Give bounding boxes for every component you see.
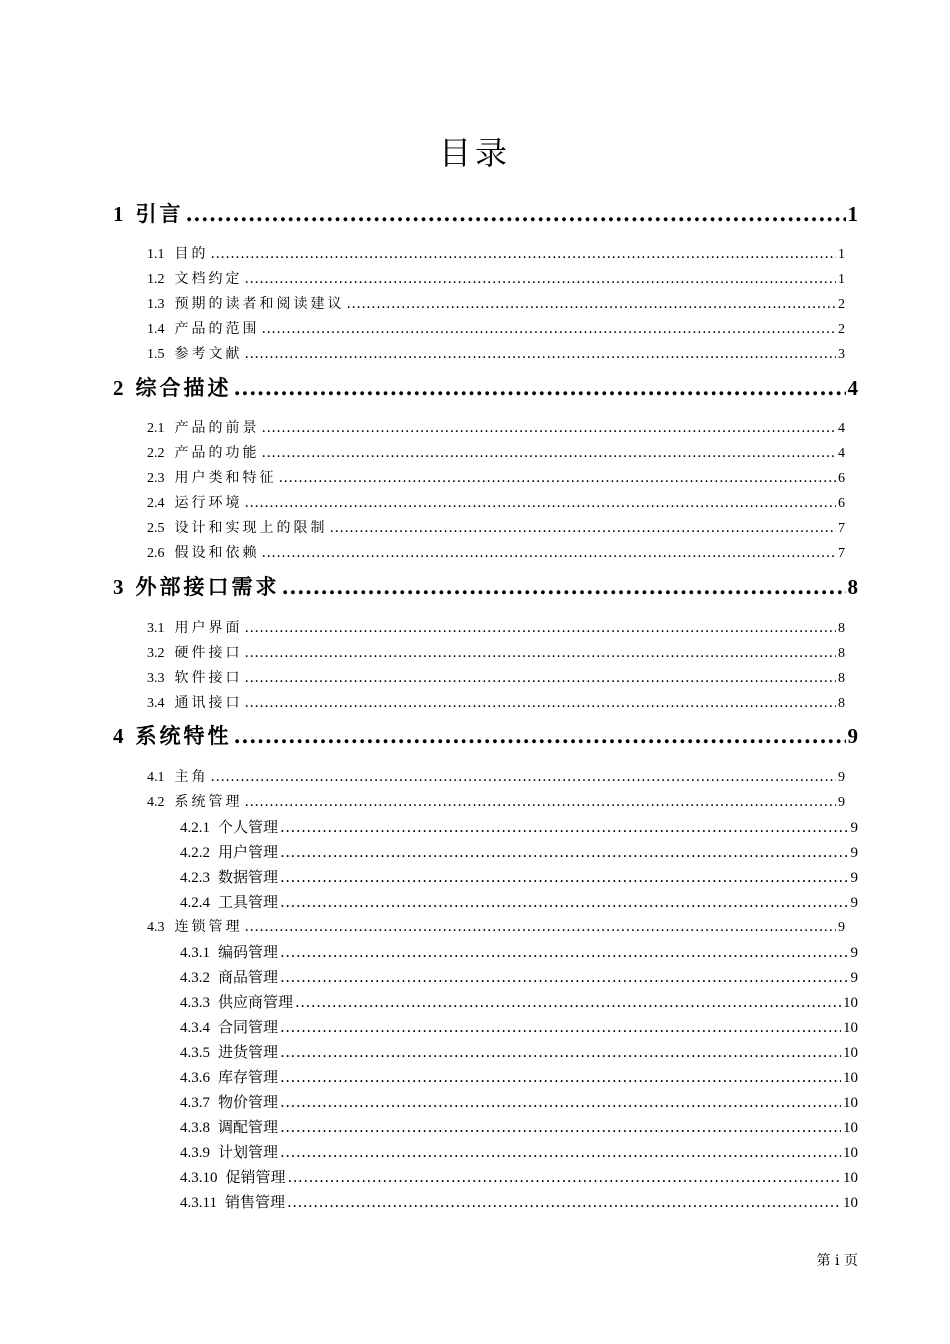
toc-entry-level2[interactable] bbox=[147, 243, 845, 263]
toc-dot-leader bbox=[245, 919, 837, 935]
toc-entry-title: 目的 bbox=[174, 246, 209, 262]
toc-entry-number: 2.1 bbox=[147, 421, 165, 436]
toc-entry-title: 产品的范围 bbox=[174, 321, 260, 337]
toc-dot-leader bbox=[287, 1193, 841, 1211]
toc-entry-number: 4 bbox=[113, 724, 124, 748]
toc-entry-title: 主角 bbox=[174, 769, 209, 785]
toc-entry-page-number: 1 bbox=[838, 247, 845, 262]
toc-entry-page-number: 8 bbox=[847, 575, 858, 599]
toc-entry-title: 计划管理 bbox=[218, 1143, 279, 1161]
toc-entry-level2[interactable] bbox=[147, 343, 845, 363]
toc-entry-title: 硬件接口 bbox=[174, 645, 243, 661]
toc-entry-page-number: 4 bbox=[847, 376, 858, 400]
toc-entry-number: 1.2 bbox=[147, 272, 165, 287]
toc-entry-page-number: 1 bbox=[838, 272, 845, 287]
toc-entry-level2[interactable] bbox=[147, 617, 845, 637]
toc-entry-number: 4.3 bbox=[147, 920, 165, 935]
toc-entry-number: 4.2.1 bbox=[180, 820, 210, 836]
toc-entry-level3[interactable] bbox=[180, 841, 858, 861]
toc-dot-leader bbox=[295, 993, 841, 1011]
toc-dot-leader bbox=[245, 495, 837, 511]
toc-entry-title: 商品管理 bbox=[218, 968, 279, 986]
toc-entry-number: 4.3.9 bbox=[180, 1145, 210, 1161]
toc-entry-level2[interactable] bbox=[147, 916, 845, 936]
toc-entry-page-number: 9 bbox=[850, 870, 858, 886]
toc-entry-page-number: 9 bbox=[847, 724, 858, 748]
toc-entry-level3[interactable] bbox=[180, 1116, 858, 1136]
toc-entry-number: 1.1 bbox=[147, 247, 165, 262]
toc-entry-title: 外部接口需求 bbox=[135, 575, 280, 599]
toc-entry-number: 2.2 bbox=[147, 446, 165, 461]
toc-entry-level2[interactable] bbox=[147, 667, 845, 687]
toc-entry-number: 4.2.4 bbox=[180, 895, 210, 911]
toc-entry-page-number: 1 bbox=[847, 202, 858, 226]
toc-dot-leader bbox=[262, 420, 837, 436]
toc-dot-leader bbox=[245, 670, 837, 686]
toc-dot-leader bbox=[288, 1168, 841, 1186]
toc-dot-leader bbox=[280, 1118, 841, 1136]
toc-dot-leader bbox=[262, 321, 837, 337]
toc-entry-title: 系统管理 bbox=[174, 794, 243, 810]
toc-entry-title: 进货管理 bbox=[218, 1043, 279, 1061]
toc-entry-title: 通讯接口 bbox=[174, 695, 243, 711]
toc-entry-number: 4.2.3 bbox=[180, 870, 210, 886]
toc-entry-number: 4.3.1 bbox=[180, 945, 210, 961]
toc-entry-page-number: 8 bbox=[838, 621, 845, 636]
toc-entry-level3[interactable] bbox=[180, 941, 858, 961]
toc-dot-leader bbox=[234, 723, 846, 748]
toc-dot-leader bbox=[282, 574, 846, 599]
toc-entry-page-number: 9 bbox=[838, 920, 845, 935]
toc-dot-leader bbox=[262, 545, 837, 561]
toc-entry-level2[interactable] bbox=[147, 492, 845, 512]
toc-entry-title: 连锁管理 bbox=[174, 919, 243, 935]
toc-entry-page-number: 10 bbox=[843, 1195, 858, 1211]
toc-entry-page-number: 6 bbox=[838, 496, 845, 511]
toc-dot-leader bbox=[280, 893, 848, 911]
toc-entry-title: 文档约定 bbox=[174, 271, 243, 287]
toc-dot-leader bbox=[245, 271, 837, 287]
toc-entry-title: 编码管理 bbox=[218, 943, 279, 961]
toc-entry-title: 软件接口 bbox=[174, 670, 243, 686]
toc-entry-page-number: 6 bbox=[838, 471, 845, 486]
toc-entry-number: 4.3.10 bbox=[180, 1170, 218, 1186]
toc-dot-leader bbox=[245, 695, 837, 711]
toc-entry-number: 2.6 bbox=[147, 546, 165, 561]
page-footer: 第 i 页 bbox=[816, 1253, 858, 1269]
toc-entry-page-number: 7 bbox=[838, 521, 845, 536]
toc-entry-page-number: 9 bbox=[850, 970, 858, 986]
toc-entry-page-number: 2 bbox=[838, 322, 845, 337]
toc-entry-page-number: 9 bbox=[850, 895, 858, 911]
toc-entry-level3[interactable] bbox=[180, 1016, 858, 1036]
toc-entry-page-number: 10 bbox=[843, 1145, 858, 1161]
toc-entry-number: 4.3.5 bbox=[180, 1045, 210, 1061]
toc-entry-title: 用户管理 bbox=[218, 843, 279, 861]
toc-dot-leader bbox=[245, 346, 837, 362]
toc-entry-level1[interactable] bbox=[113, 198, 858, 226]
toc-entry-title: 参考文献 bbox=[174, 346, 243, 362]
toc-entry-page-number: 10 bbox=[843, 1120, 858, 1136]
toc-entry-page-number: 8 bbox=[838, 646, 845, 661]
toc-dot-leader bbox=[280, 1018, 841, 1036]
toc-entry-number: 4.3.11 bbox=[180, 1195, 217, 1211]
toc-entry-level2[interactable] bbox=[147, 293, 845, 313]
toc-entry-page-number: 10 bbox=[843, 995, 858, 1011]
toc-entry-number: 3.4 bbox=[147, 696, 165, 711]
toc-entry-page-number: 9 bbox=[838, 795, 845, 810]
toc-dot-leader bbox=[245, 620, 837, 636]
toc-entry-level2[interactable] bbox=[147, 766, 845, 786]
toc-entry-page-number: 8 bbox=[838, 671, 845, 686]
toc-entry-number: 4.2 bbox=[147, 795, 165, 810]
toc-dot-leader bbox=[211, 246, 837, 262]
toc-entry-page-number: 7 bbox=[838, 546, 845, 561]
toc-entry-title: 产品的前景 bbox=[174, 420, 260, 436]
toc-dot-leader bbox=[234, 375, 846, 400]
toc-entry-title: 数据管理 bbox=[218, 868, 279, 886]
toc-entry-title: 综合描述 bbox=[135, 376, 232, 400]
toc-dot-leader bbox=[280, 818, 848, 836]
toc-entry-title: 销售管理 bbox=[224, 1193, 285, 1211]
toc-entry-number: 3.2 bbox=[147, 646, 165, 661]
toc-dot-leader bbox=[280, 1068, 841, 1086]
toc-dot-leader bbox=[279, 470, 837, 486]
toc-entry-number: 4.3.4 bbox=[180, 1020, 210, 1036]
toc-entry-level3[interactable] bbox=[180, 1091, 858, 1111]
toc-entry-number: 4.1 bbox=[147, 770, 165, 785]
toc-entry-page-number: 10 bbox=[843, 1170, 858, 1186]
toc-entry-level2[interactable] bbox=[147, 268, 845, 288]
toc-entry-level3[interactable] bbox=[180, 1141, 858, 1161]
toc-entry-number: 4.3.7 bbox=[180, 1095, 210, 1111]
toc-entry-level3[interactable] bbox=[180, 816, 858, 836]
toc-entry-title: 合同管理 bbox=[218, 1018, 279, 1036]
toc-entry-level1[interactable] bbox=[113, 720, 858, 748]
toc-entry-title: 工具管理 bbox=[218, 893, 279, 911]
toc-entry-title: 设计和实现上的限制 bbox=[174, 520, 328, 536]
toc-entry-page-number: 10 bbox=[843, 1070, 858, 1086]
toc-entry-page-number: 4 bbox=[838, 421, 845, 436]
toc-entry-level3[interactable] bbox=[180, 1166, 858, 1186]
toc-entry-level2[interactable] bbox=[147, 692, 845, 712]
toc-entry-number: 3.1 bbox=[147, 621, 165, 636]
toc-entry-level2[interactable] bbox=[147, 542, 845, 562]
toc-entry-page-number: 9 bbox=[838, 770, 845, 785]
toc-entry-level2[interactable] bbox=[147, 791, 845, 811]
toc-dot-leader bbox=[245, 645, 837, 661]
toc-entry-number: 2.4 bbox=[147, 496, 165, 511]
toc-entry-number: 2.5 bbox=[147, 521, 165, 536]
toc-entry-level2[interactable] bbox=[147, 517, 845, 537]
toc-entry-number: 2 bbox=[113, 376, 124, 400]
toc-entry-number: 1.4 bbox=[147, 322, 165, 337]
toc-entry-number: 4.2.2 bbox=[180, 845, 210, 861]
toc-dot-leader bbox=[245, 794, 837, 810]
toc-entry-title: 物价管理 bbox=[218, 1093, 279, 1111]
toc-entry-level2[interactable] bbox=[147, 318, 845, 338]
toc-entry-page-number: 9 bbox=[850, 945, 858, 961]
toc-entry-number: 1.3 bbox=[147, 297, 165, 312]
toc-entry-number: 4.3.8 bbox=[180, 1120, 210, 1136]
toc-entry-level3[interactable] bbox=[180, 966, 858, 986]
toc-dot-leader bbox=[330, 520, 837, 536]
toc-entry-number: 4.3.6 bbox=[180, 1070, 210, 1086]
toc-entry-number: 3 bbox=[113, 575, 124, 599]
toc-entry-level3[interactable] bbox=[180, 866, 858, 886]
toc-dot-leader bbox=[186, 201, 846, 226]
toc-entry-level3[interactable] bbox=[180, 1041, 858, 1061]
toc-entry-level2[interactable] bbox=[147, 467, 845, 487]
toc-entry-level1[interactable] bbox=[113, 571, 858, 599]
toc-entry-level3[interactable] bbox=[180, 991, 858, 1011]
toc-entry-title: 库存管理 bbox=[218, 1068, 279, 1086]
page-title: 目录 bbox=[438, 134, 511, 172]
toc-entry-title: 用户类和特征 bbox=[174, 470, 277, 486]
toc-entry-page-number: 10 bbox=[843, 1020, 858, 1036]
toc-dot-leader bbox=[280, 843, 848, 861]
toc-entry-level2[interactable] bbox=[147, 417, 845, 437]
toc-entry-title: 产品的功能 bbox=[174, 445, 260, 461]
toc-entry-page-number: 8 bbox=[838, 696, 845, 711]
toc-entry-title: 供应商管理 bbox=[218, 993, 294, 1011]
toc-entry-level3[interactable] bbox=[180, 891, 858, 911]
toc-entry-page-number: 4 bbox=[838, 446, 845, 461]
toc-entry-number: 4.3.3 bbox=[180, 995, 210, 1011]
toc-dot-leader bbox=[280, 943, 848, 961]
toc-dot-leader bbox=[280, 1043, 841, 1061]
toc-entry-page-number: 9 bbox=[850, 820, 858, 836]
toc-entry-level2[interactable] bbox=[147, 642, 845, 662]
toc-entry-number: 1 bbox=[113, 202, 124, 226]
toc-entry-title: 假设和依赖 bbox=[174, 545, 260, 561]
toc-entry-number: 4.3.2 bbox=[180, 970, 210, 986]
toc-entry-page-number: 9 bbox=[850, 845, 858, 861]
toc-dot-leader bbox=[262, 445, 837, 461]
toc-entry-title: 用户界面 bbox=[174, 620, 243, 636]
toc-entry-level1[interactable] bbox=[113, 372, 858, 400]
toc-dot-leader bbox=[280, 1143, 841, 1161]
toc-entry-page-number: 10 bbox=[843, 1045, 858, 1061]
toc-entry-level2[interactable] bbox=[147, 442, 845, 462]
toc-entry-level3[interactable] bbox=[180, 1191, 858, 1211]
toc-entry-number: 2.3 bbox=[147, 471, 165, 486]
toc-dot-leader bbox=[280, 868, 848, 886]
toc-entry-title: 调配管理 bbox=[218, 1118, 279, 1136]
toc-dot-leader bbox=[211, 769, 837, 785]
toc-entry-title: 运行环境 bbox=[174, 495, 243, 511]
toc-entry-title: 系统特性 bbox=[135, 724, 232, 748]
toc-entry-title: 预期的读者和阅读建议 bbox=[174, 296, 345, 312]
toc-entry-number: 3.3 bbox=[147, 671, 165, 686]
toc-entry-title: 个人管理 bbox=[218, 818, 279, 836]
toc-entry-page-number: 10 bbox=[843, 1095, 858, 1111]
toc-entry-level3[interactable] bbox=[180, 1066, 858, 1086]
toc-entry-title: 促销管理 bbox=[225, 1168, 286, 1186]
toc-dot-leader bbox=[280, 968, 848, 986]
toc-entry-title: 引言 bbox=[135, 202, 184, 226]
toc-entry-number: 1.5 bbox=[147, 347, 165, 362]
toc-entry-page-number: 2 bbox=[838, 297, 845, 312]
toc-dot-leader bbox=[347, 296, 837, 312]
toc-dot-leader bbox=[280, 1093, 841, 1111]
toc-entry-page-number: 3 bbox=[838, 347, 845, 362]
